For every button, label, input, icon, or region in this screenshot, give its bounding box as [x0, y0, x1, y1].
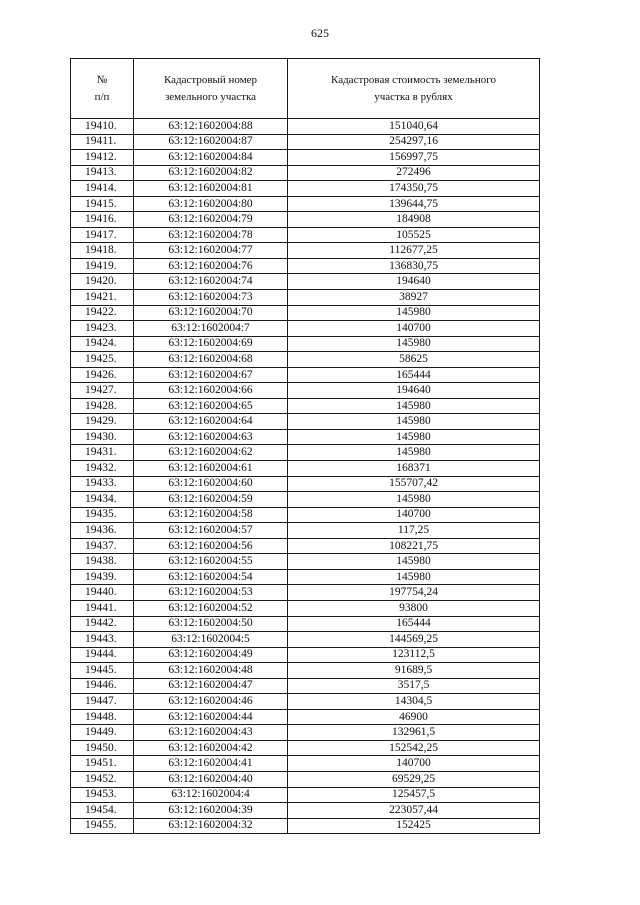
row-number-cell: 19445.: [71, 663, 134, 679]
header-cadastral-line-2: земельного участка: [164, 90, 257, 103]
row-number-cell: 19416.: [71, 212, 134, 228]
cadastral-cost-cell: 145980: [288, 492, 540, 508]
cadastral-number-cell: 63:12:1602004:5: [134, 632, 288, 648]
cadastral-cost-cell: 145980: [288, 336, 540, 352]
row-number-cell: 19422.: [71, 305, 134, 321]
cadastral-cost-cell: 139644,75: [288, 196, 540, 212]
cadastral-cost-cell: 145980: [288, 569, 540, 585]
cadastral-number-cell: 63:12:1602004:67: [134, 367, 288, 383]
row-number-cell: 19433.: [71, 476, 134, 492]
cadastral-number-cell: 63:12:1602004:39: [134, 803, 288, 819]
table-header-row: [71, 59, 540, 119]
row-number-cell: 19452.: [71, 771, 134, 787]
table-row: [71, 119, 540, 135]
row-number-cell: 19441.: [71, 600, 134, 616]
cadastral-cost-cell: 152425: [288, 818, 540, 834]
header-cadastral-cost: [288, 59, 540, 119]
cadastral-cost-cell: 117,25: [288, 523, 540, 539]
row-number-cell: 19431.: [71, 445, 134, 461]
cadastral-number-cell: 63:12:1602004:81: [134, 181, 288, 197]
table-row: [71, 538, 540, 554]
cadastral-cost-cell: 145980: [288, 414, 540, 430]
row-number-cell: 19442.: [71, 616, 134, 632]
table-row: [71, 352, 540, 368]
cadastral-number-cell: 63:12:1602004:49: [134, 647, 288, 663]
cadastral-cost-cell: 194640: [288, 274, 540, 290]
cadastral-number-cell: 63:12:1602004:47: [134, 678, 288, 694]
cadastral-number-cell: 63:12:1602004:7: [134, 321, 288, 337]
cadastral-number-cell: 63:12:1602004:48: [134, 663, 288, 679]
table-row: [71, 321, 540, 337]
cadastral-number-cell: 63:12:1602004:88: [134, 119, 288, 135]
cadastral-number-cell: 63:12:1602004:41: [134, 756, 288, 772]
header-number: [71, 59, 134, 119]
row-number-cell: 19426.: [71, 367, 134, 383]
cadastral-number-cell: 63:12:1602004:4: [134, 787, 288, 803]
row-number-cell: 19455.: [71, 818, 134, 834]
table-row: [71, 678, 540, 694]
table-row: [71, 181, 540, 197]
row-number-cell: 19449.: [71, 725, 134, 741]
cadastral-number-cell: 63:12:1602004:55: [134, 554, 288, 570]
cadastral-cost-cell: 152542,25: [288, 740, 540, 756]
cadastral-number-cell: 63:12:1602004:68: [134, 352, 288, 368]
cadastral-number-cell: 63:12:1602004:50: [134, 616, 288, 632]
header-cost-line-1: Кадастровая стоимость земельного: [331, 73, 496, 86]
table-row: [71, 507, 540, 523]
cadastral-cost-cell: 140700: [288, 321, 540, 337]
cadastral-number-cell: 63:12:1602004:44: [134, 709, 288, 725]
row-number-cell: 19446.: [71, 678, 134, 694]
table-row: [71, 461, 540, 477]
row-number-cell: 19451.: [71, 756, 134, 772]
row-number-cell: 19427.: [71, 383, 134, 399]
cadastral-cost-cell: 145980: [288, 429, 540, 445]
cadastral-cost-cell: 184908: [288, 212, 540, 228]
row-number-cell: 19418.: [71, 243, 134, 259]
table-row: [71, 803, 540, 819]
table-row: [71, 196, 540, 212]
cadastral-cost-cell: 155707,42: [288, 476, 540, 492]
table-row: [71, 383, 540, 399]
row-number-cell: 19440.: [71, 585, 134, 601]
cadastral-table: [70, 58, 540, 834]
cadastral-number-cell: 63:12:1602004:63: [134, 429, 288, 445]
cadastral-cost-cell: 145980: [288, 554, 540, 570]
cadastral-cost-cell: 156997,75: [288, 150, 540, 166]
cadastral-number-cell: 63:12:1602004:61: [134, 461, 288, 477]
cadastral-number-cell: 63:12:1602004:64: [134, 414, 288, 430]
row-number-cell: 19410.: [71, 119, 134, 135]
cadastral-cost-cell: 145980: [288, 445, 540, 461]
table-row: [71, 274, 540, 290]
cadastral-cost-cell: 91689,5: [288, 663, 540, 679]
table-row: [71, 305, 540, 321]
table-row: [71, 414, 540, 430]
table-row: [71, 445, 540, 461]
table-row: [71, 523, 540, 539]
table-row: [71, 227, 540, 243]
row-number-cell: 19454.: [71, 803, 134, 819]
table-row: [71, 398, 540, 414]
cadastral-cost-cell: 46900: [288, 709, 540, 725]
table-row: [71, 694, 540, 710]
row-number-cell: 19423.: [71, 321, 134, 337]
row-number-cell: 19430.: [71, 429, 134, 445]
table-row: [71, 740, 540, 756]
cadastral-number-cell: 63:12:1602004:46: [134, 694, 288, 710]
table-row: [71, 632, 540, 648]
table-row: [71, 429, 540, 445]
cadastral-number-cell: 63:12:1602004:32: [134, 818, 288, 834]
row-number-cell: 19447.: [71, 694, 134, 710]
cadastral-number-cell: 63:12:1602004:43: [134, 725, 288, 741]
cadastral-number-cell: 63:12:1602004:66: [134, 383, 288, 399]
row-number-cell: 19419.: [71, 258, 134, 274]
table-row: [71, 290, 540, 306]
table-row: [71, 476, 540, 492]
cadastral-cost-cell: 112677,25: [288, 243, 540, 259]
cadastral-number-cell: 63:12:1602004:79: [134, 212, 288, 228]
cadastral-cost-cell: 14304,5: [288, 694, 540, 710]
row-number-cell: 19411.: [71, 134, 134, 150]
cadastral-cost-cell: 125457,5: [288, 787, 540, 803]
cadastral-number-cell: 63:12:1602004:76: [134, 258, 288, 274]
table-row: [71, 336, 540, 352]
cadastral-number-cell: 63:12:1602004:58: [134, 507, 288, 523]
table-row: [71, 647, 540, 663]
cadastral-number-cell: 63:12:1602004:40: [134, 771, 288, 787]
row-number-cell: 19412.: [71, 150, 134, 166]
cadastral-number-cell: 63:12:1602004:54: [134, 569, 288, 585]
row-number-cell: 19439.: [71, 569, 134, 585]
cadastral-cost-cell: 136830,75: [288, 258, 540, 274]
cadastral-number-cell: 63:12:1602004:87: [134, 134, 288, 150]
table-row: [71, 150, 540, 166]
cadastral-cost-cell: 132961,5: [288, 725, 540, 741]
header-cadastral-line-1: Кадастровый номер: [163, 73, 258, 86]
cadastral-cost-cell: 93800: [288, 600, 540, 616]
table-row: [71, 818, 540, 834]
table-row: [71, 212, 540, 228]
cadastral-cost-cell: 38927: [288, 290, 540, 306]
table-row: [71, 663, 540, 679]
cadastral-cost-cell: 69529,25: [288, 771, 540, 787]
table-row: [71, 165, 540, 181]
cadastral-number-cell: 63:12:1602004:78: [134, 227, 288, 243]
cadastral-cost-cell: 145980: [288, 305, 540, 321]
row-number-cell: 19453.: [71, 787, 134, 803]
cadastral-number-cell: 63:12:1602004:73: [134, 290, 288, 306]
cadastral-number-cell: 63:12:1602004:57: [134, 523, 288, 539]
cadastral-number-cell: 63:12:1602004:74: [134, 274, 288, 290]
cadastral-cost-cell: 174350,75: [288, 181, 540, 197]
cadastral-cost-cell: 194640: [288, 383, 540, 399]
cadastral-number-cell: 63:12:1602004:56: [134, 538, 288, 554]
row-number-cell: 19435.: [71, 507, 134, 523]
cadastral-number-cell: 63:12:1602004:77: [134, 243, 288, 259]
cadastral-cost-cell: 3517,5: [288, 678, 540, 694]
row-number-cell: 19450.: [71, 740, 134, 756]
table-row: [71, 771, 540, 787]
cadastral-number-cell: 63:12:1602004:70: [134, 305, 288, 321]
table-row: [71, 725, 540, 741]
cadastral-cost-cell: 144569,25: [288, 632, 540, 648]
table-row: [71, 616, 540, 632]
row-number-cell: 19415.: [71, 196, 134, 212]
cadastral-cost-cell: 165444: [288, 367, 540, 383]
row-number-cell: 19444.: [71, 647, 134, 663]
cadastral-cost-cell: 197754,24: [288, 585, 540, 601]
cadastral-cost-cell: 145980: [288, 398, 540, 414]
cadastral-number-cell: 63:12:1602004:42: [134, 740, 288, 756]
cadastral-number-cell: 63:12:1602004:84: [134, 150, 288, 166]
row-number-cell: 19434.: [71, 492, 134, 508]
cadastral-cost-cell: 168371: [288, 461, 540, 477]
header-number-line-2: п/п: [94, 90, 110, 103]
cadastral-number-cell: 63:12:1602004:65: [134, 398, 288, 414]
cadastral-number-cell: 63:12:1602004:80: [134, 196, 288, 212]
table-row: [71, 258, 540, 274]
row-number-cell: 19413.: [71, 165, 134, 181]
cadastral-number-cell: 63:12:1602004:52: [134, 600, 288, 616]
table-row: [71, 787, 540, 803]
table-body: [71, 119, 540, 834]
table-row: [71, 243, 540, 259]
cadastral-number-cell: 63:12:1602004:82: [134, 165, 288, 181]
cadastral-cost-cell: 223057,44: [288, 803, 540, 819]
row-number-cell: 19437.: [71, 538, 134, 554]
cadastral-cost-cell: 151040,64: [288, 119, 540, 135]
row-number-cell: 19448.: [71, 709, 134, 725]
table-row: [71, 134, 540, 150]
table-row: [71, 709, 540, 725]
cadastral-cost-cell: 165444: [288, 616, 540, 632]
cadastral-cost-cell: 272496: [288, 165, 540, 181]
table-row: [71, 367, 540, 383]
row-number-cell: 19429.: [71, 414, 134, 430]
cadastral-cost-cell: 108221,75: [288, 538, 540, 554]
cadastral-cost-cell: 58625: [288, 352, 540, 368]
cadastral-cost-cell: 105525: [288, 227, 540, 243]
page-number: 625: [311, 26, 329, 40]
row-number-cell: 19428.: [71, 398, 134, 414]
table-row: [71, 554, 540, 570]
cadastral-number-cell: 63:12:1602004:60: [134, 476, 288, 492]
cadastral-number-cell: 63:12:1602004:69: [134, 336, 288, 352]
cadastral-number-cell: 63:12:1602004:59: [134, 492, 288, 508]
table-row: [71, 569, 540, 585]
cadastral-cost-cell: 254297,16: [288, 134, 540, 150]
row-number-cell: 19414.: [71, 181, 134, 197]
row-number-cell: 19420.: [71, 274, 134, 290]
row-number-cell: 19438.: [71, 554, 134, 570]
row-number-cell: 19417.: [71, 227, 134, 243]
row-number-cell: 19424.: [71, 336, 134, 352]
cadastral-cost-cell: 140700: [288, 756, 540, 772]
header-cadastral-number: [134, 59, 288, 119]
row-number-cell: 19432.: [71, 461, 134, 477]
header-number-line-1: №: [96, 73, 108, 86]
table-row: [71, 756, 540, 772]
header-cost-line-2: участка в рублях: [374, 90, 453, 103]
cadastral-cost-cell: 140700: [288, 507, 540, 523]
row-number-cell: 19421.: [71, 290, 134, 306]
row-number-cell: 19436.: [71, 523, 134, 539]
row-number-cell: 19425.: [71, 352, 134, 368]
table-row: [71, 600, 540, 616]
cadastral-cost-cell: 123112,5: [288, 647, 540, 663]
table-row: [71, 585, 540, 601]
row-number-cell: 19443.: [71, 632, 134, 648]
table-row: [71, 492, 540, 508]
cadastral-number-cell: 63:12:1602004:62: [134, 445, 288, 461]
cadastral-number-cell: 63:12:1602004:53: [134, 585, 288, 601]
